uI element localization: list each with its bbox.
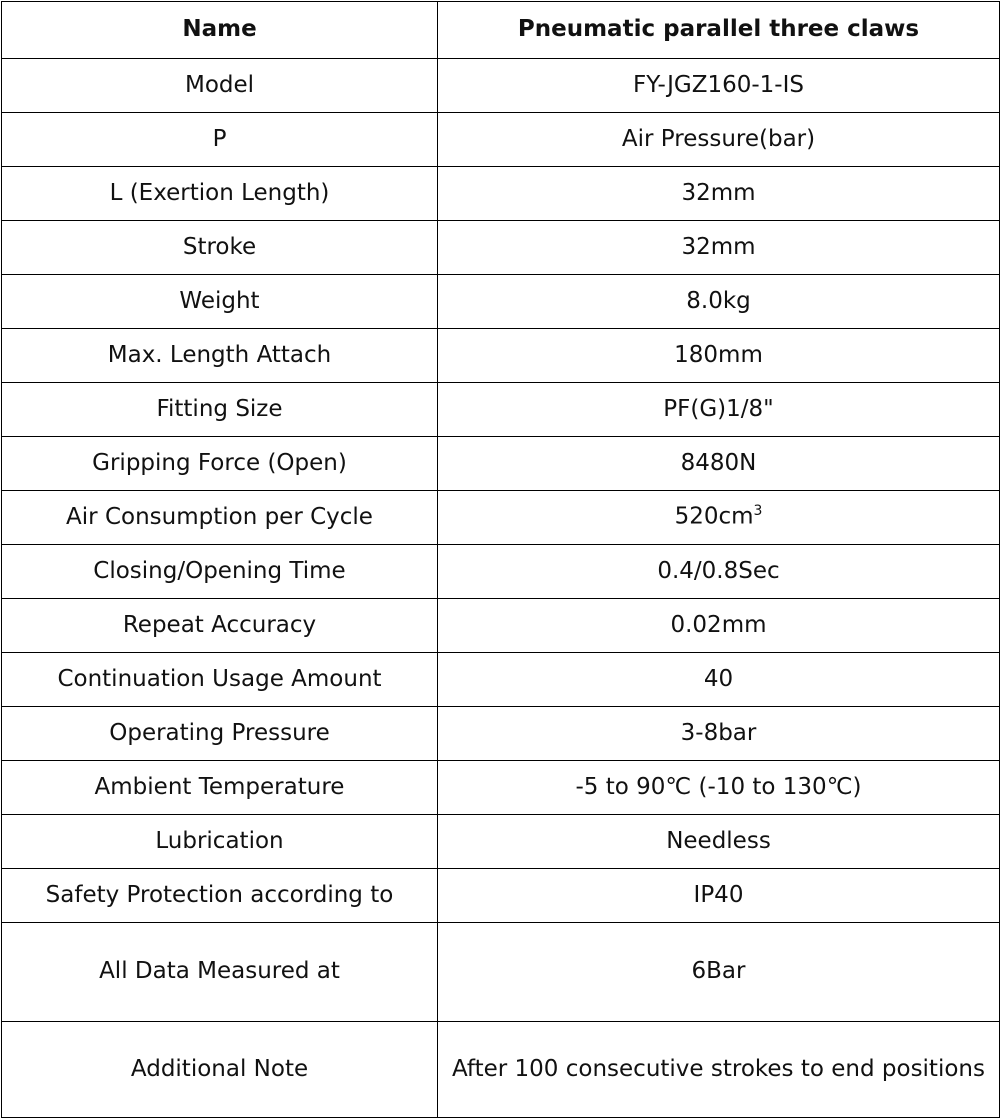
table-row (2, 599, 1000, 653)
table-row (2, 761, 1000, 815)
table-row (2, 383, 1000, 437)
row-label: Ambient Temperature (2, 761, 438, 815)
table-row (2, 59, 1000, 113)
table-row (2, 545, 1000, 599)
row-value: 6Bar (438, 923, 1000, 1022)
table-row (2, 329, 1000, 383)
row-value: IP40 (438, 869, 1000, 923)
row-label: L (Exertion Length) (2, 167, 438, 221)
row-label: Safety Protection according to (2, 869, 438, 923)
table-row (2, 923, 1000, 1022)
row-label: Continuation Usage Amount (2, 653, 438, 707)
table-row (2, 113, 1000, 167)
row-value: After 100 consecutive strokes to end positions (438, 1022, 1000, 1118)
row-value: -5 to 90℃ (-10 to 130℃) (438, 761, 1000, 815)
header-name: Name (2, 2, 438, 59)
row-label: Air Consumption per Cycle (2, 491, 438, 545)
row-value: 32mm (438, 167, 1000, 221)
row-label: Lubrication (2, 815, 438, 869)
table-row (2, 815, 1000, 869)
row-value: Air Pressure(bar) (438, 113, 1000, 167)
row-value: 32mm (438, 221, 1000, 275)
row-label: Operating Pressure (2, 707, 438, 761)
row-label: Gripping Force (Open) (2, 437, 438, 491)
row-label: Model (2, 59, 438, 113)
row-value: 0.4/0.8Sec (438, 545, 1000, 599)
header-product: Pneumatic parallel three claws (438, 2, 1000, 59)
value-text: 520cm (674, 504, 754, 531)
table-row (2, 167, 1000, 221)
table-row (2, 221, 1000, 275)
table-header-row (2, 2, 1000, 59)
row-value: 8.0kg (438, 275, 1000, 329)
table-row (2, 869, 1000, 923)
row-label: All Data Measured at (2, 923, 438, 1022)
table-row (2, 275, 1000, 329)
row-label: Max. Length Attach (2, 329, 438, 383)
row-label: Repeat Accuracy (2, 599, 438, 653)
row-label: Stroke (2, 221, 438, 275)
table-row (2, 491, 1000, 545)
row-label: Fitting Size (2, 383, 438, 437)
row-value: 40 (438, 653, 1000, 707)
row-label: Weight (2, 275, 438, 329)
row-value: 180mm (438, 329, 1000, 383)
value-superscript: 3 (753, 503, 763, 520)
row-value: 8480N (438, 437, 1000, 491)
row-value: Needless (438, 815, 1000, 869)
row-value: 3-8bar (438, 707, 1000, 761)
row-value: 0.02mm (438, 599, 1000, 653)
row-value: PF(G)1/8" (438, 383, 1000, 437)
table-row (2, 653, 1000, 707)
table-row (2, 707, 1000, 761)
row-label: Closing/Opening Time (2, 545, 438, 599)
row-label: P (2, 113, 438, 167)
row-value (438, 491, 1000, 545)
spec-table (1, 1, 1000, 1118)
row-label: Additional Note (2, 1022, 438, 1118)
table-row (2, 1022, 1000, 1118)
row-value: FY-JGZ160-1-IS (438, 59, 1000, 113)
table-row (2, 437, 1000, 491)
